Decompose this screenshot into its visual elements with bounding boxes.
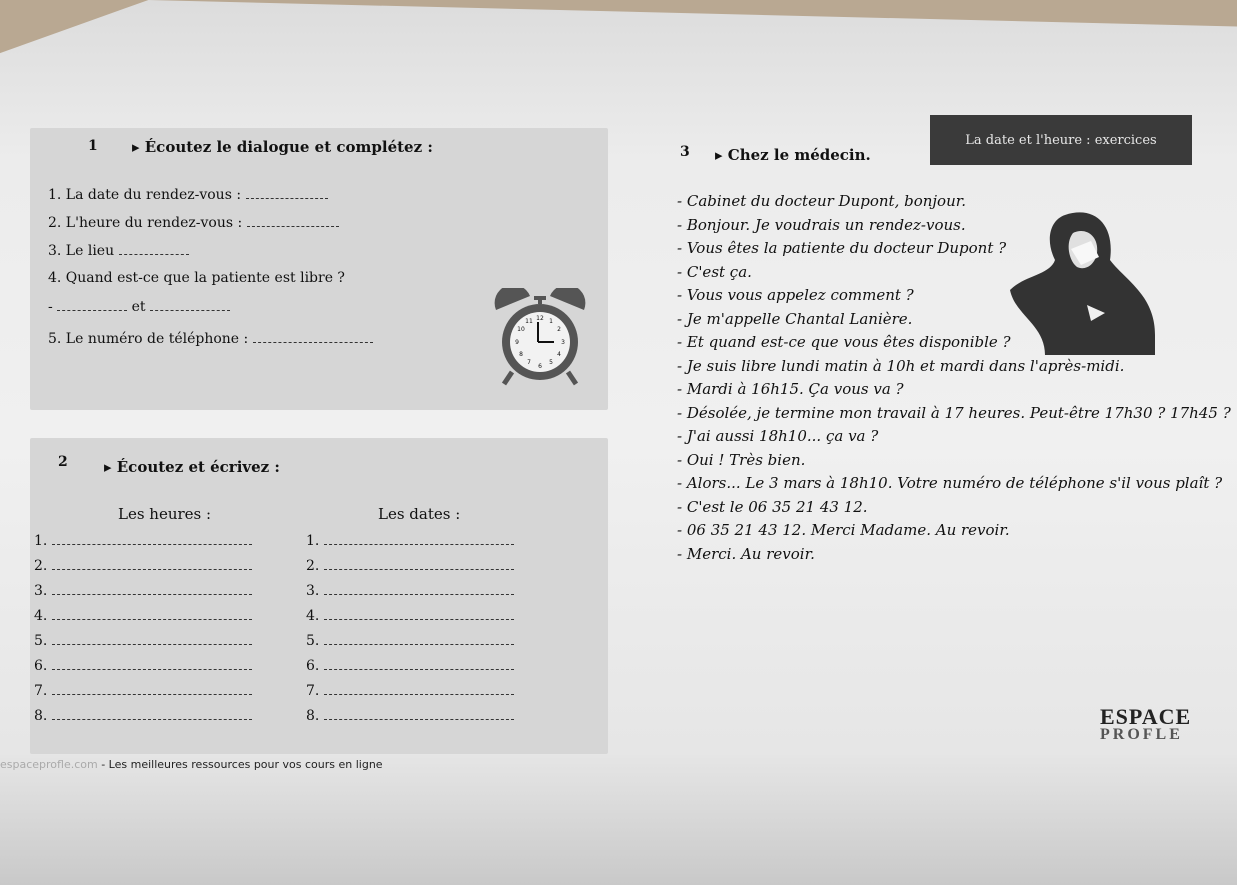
heure-num: 1. xyxy=(34,533,48,549)
date-blank[interactable] xyxy=(324,532,514,545)
date-row xyxy=(306,707,514,732)
clock-number-7: 7 xyxy=(527,359,531,366)
dates-column-heading: Les dates : xyxy=(378,505,461,523)
dialogue-line: - Vous êtes la patiente du docteur Dupont ? xyxy=(677,239,1007,257)
ex1-q2-label: 2. L'heure du rendez-vous : xyxy=(48,215,243,231)
ex1-q5-label: 5. Le numéro de téléphone : xyxy=(48,331,249,347)
dialogue-line: - Désolée, je termine mon travail à 17 heures. Peut-être 17h30 ? 17h45 ? xyxy=(677,403,1231,422)
heure-num: 4. xyxy=(34,608,48,624)
clock-number-4: 4 xyxy=(557,351,561,358)
exercise-3-title: ▸ Chez le médecin. xyxy=(715,146,871,164)
heure-blank[interactable] xyxy=(52,632,252,645)
dialogue-line: - C'est ça. xyxy=(677,262,752,281)
ex1-q3 xyxy=(48,242,189,259)
clock-number-9: 9 xyxy=(515,339,519,346)
date-row xyxy=(306,607,514,632)
heure-row xyxy=(34,707,252,732)
ex1-q1-label: 1. La date du rendez-vous : xyxy=(48,187,242,203)
heure-blank[interactable] xyxy=(52,582,252,595)
dialogue-line: - Cabinet du docteur Dupont, bonjour. xyxy=(677,192,967,210)
clock-number-12: 12 xyxy=(536,315,544,322)
clock-number-1: 1 xyxy=(549,318,553,325)
ex1-q4-et: et xyxy=(131,299,146,315)
heure-blank[interactable] xyxy=(52,657,252,670)
alarm-clock-icon xyxy=(490,288,590,388)
ex1-q4-label: 4. Quand est-ce que la patiente est libre ? xyxy=(48,270,345,286)
ex1-q4 xyxy=(48,270,345,286)
clock-number-11: 11 xyxy=(525,318,533,325)
heure-num: 5. xyxy=(34,633,48,649)
ex1-q5 xyxy=(48,330,373,347)
ex1-q2 xyxy=(48,214,339,231)
ex1-q1 xyxy=(48,186,328,203)
exercise-3-number: 3 xyxy=(680,144,690,160)
dialogue-line: - Bonjour. Je voudrais un rendez-vous. xyxy=(677,215,966,234)
date-num: 7. xyxy=(306,683,320,699)
date-num: 1. xyxy=(306,533,320,549)
dialogue-line: - C'est le 06 35 21 43 12. xyxy=(677,497,868,516)
exercise-1-title: ▸ Écoutez le dialogue et complétez : xyxy=(132,138,433,156)
date-row xyxy=(306,657,514,682)
heure-row xyxy=(34,557,252,582)
dialogue-line: - Oui ! Très bien. xyxy=(677,450,806,469)
exercise-2-title: ▸ Écoutez et écrivez : xyxy=(104,458,280,476)
heure-num: 2. xyxy=(34,558,48,574)
date-num: 5. xyxy=(306,633,320,649)
clock-number-3: 3 xyxy=(561,339,565,346)
dialogue-line: - Mardi à 16h15. Ça vous va ? xyxy=(677,380,904,398)
heure-row xyxy=(34,632,252,657)
heure-num: 6. xyxy=(34,658,48,674)
heures-column-heading: Les heures : xyxy=(118,505,212,523)
heure-row xyxy=(34,532,252,557)
heure-row xyxy=(34,682,252,707)
heure-num: 8. xyxy=(34,708,48,724)
heure-row xyxy=(34,582,252,607)
ex1-q4-blank-1[interactable] xyxy=(57,298,127,311)
date-row xyxy=(306,632,514,657)
sick-patient-illustration xyxy=(1005,205,1160,360)
heure-blank[interactable] xyxy=(52,682,252,695)
heures-list xyxy=(34,532,252,732)
logo-line-1: ESPACE xyxy=(1100,704,1192,729)
ex1-q5-blank[interactable] xyxy=(253,330,373,343)
dialogue-line: - Je m'appelle Chantal Lanière. xyxy=(677,309,913,328)
clock-number-5: 5 xyxy=(549,359,553,366)
date-num: 8. xyxy=(306,708,320,724)
clock-number-2: 2 xyxy=(557,326,561,333)
heure-blank[interactable] xyxy=(52,707,252,720)
heure-blank[interactable] xyxy=(52,607,252,620)
date-blank[interactable] xyxy=(324,607,514,620)
clock-number-10: 10 xyxy=(517,326,525,333)
dialogue-line: - Merci. Au revoir. xyxy=(677,544,815,563)
exercise-2-number: 2 xyxy=(58,454,68,470)
dialogue-line: - Alors... Le 3 mars à 18h10. Votre numéro de téléphone s'il vous plaît ? xyxy=(677,474,1223,492)
heure-num: 7. xyxy=(34,683,48,699)
ex1-q4-answer xyxy=(48,298,230,315)
espace-profle-logo xyxy=(1100,704,1192,744)
dates-list xyxy=(306,532,514,732)
dialogue-line: - Vous vous appelez comment ? xyxy=(677,286,914,304)
heure-row xyxy=(34,607,252,632)
date-row xyxy=(306,557,514,582)
date-blank[interactable] xyxy=(324,582,514,595)
ex1-q1-blank[interactable] xyxy=(246,186,328,199)
footer-text: - Les meilleures ressources pour vos cours en ligne xyxy=(97,758,383,771)
dialogue-line: - Et quand est-ce que vous êtes disponible ? xyxy=(677,333,1011,351)
clock-number-6: 6 xyxy=(538,363,542,370)
date-blank[interactable] xyxy=(324,557,514,570)
ex1-q4-dash: - xyxy=(48,299,53,315)
ex1-q2-blank[interactable] xyxy=(247,214,339,227)
dialogue-line: - J'ai aussi 18h10... ça va ? xyxy=(677,427,879,445)
heure-blank[interactable] xyxy=(52,557,252,570)
date-num: 6. xyxy=(306,658,320,674)
logo-line-2: PROFLE xyxy=(1100,726,1183,743)
date-blank[interactable] xyxy=(324,707,514,720)
heure-blank[interactable] xyxy=(52,532,252,545)
clock-number-8: 8 xyxy=(519,351,523,358)
heure-row xyxy=(34,657,252,682)
date-num: 2. xyxy=(306,558,320,574)
ex1-q3-label: 3. Le lieu xyxy=(48,243,115,259)
date-blank[interactable] xyxy=(324,632,514,645)
date-num: 3. xyxy=(306,583,320,599)
date-num: 4. xyxy=(306,608,320,624)
footer-url[interactable]: espaceprofle.com xyxy=(0,758,98,771)
date-blank[interactable] xyxy=(324,657,514,670)
date-row xyxy=(306,582,514,607)
title-banner: La date et l'heure : exercices xyxy=(930,115,1192,165)
ex1-q3-blank[interactable] xyxy=(119,242,189,255)
footer xyxy=(0,758,383,771)
date-blank[interactable] xyxy=(324,682,514,695)
ex1-q4-blank-2[interactable] xyxy=(150,298,230,311)
dialogue-line: - 06 35 21 43 12. Merci Madame. Au revoir. xyxy=(677,521,1010,539)
dialogue-line: - Je suis libre lundi matin à 10h et mardi dans l'après-midi. xyxy=(677,356,1125,375)
date-row xyxy=(306,682,514,707)
heure-num: 3. xyxy=(34,583,48,599)
date-row xyxy=(306,532,514,557)
exercise-1-number: 1 xyxy=(88,138,98,154)
